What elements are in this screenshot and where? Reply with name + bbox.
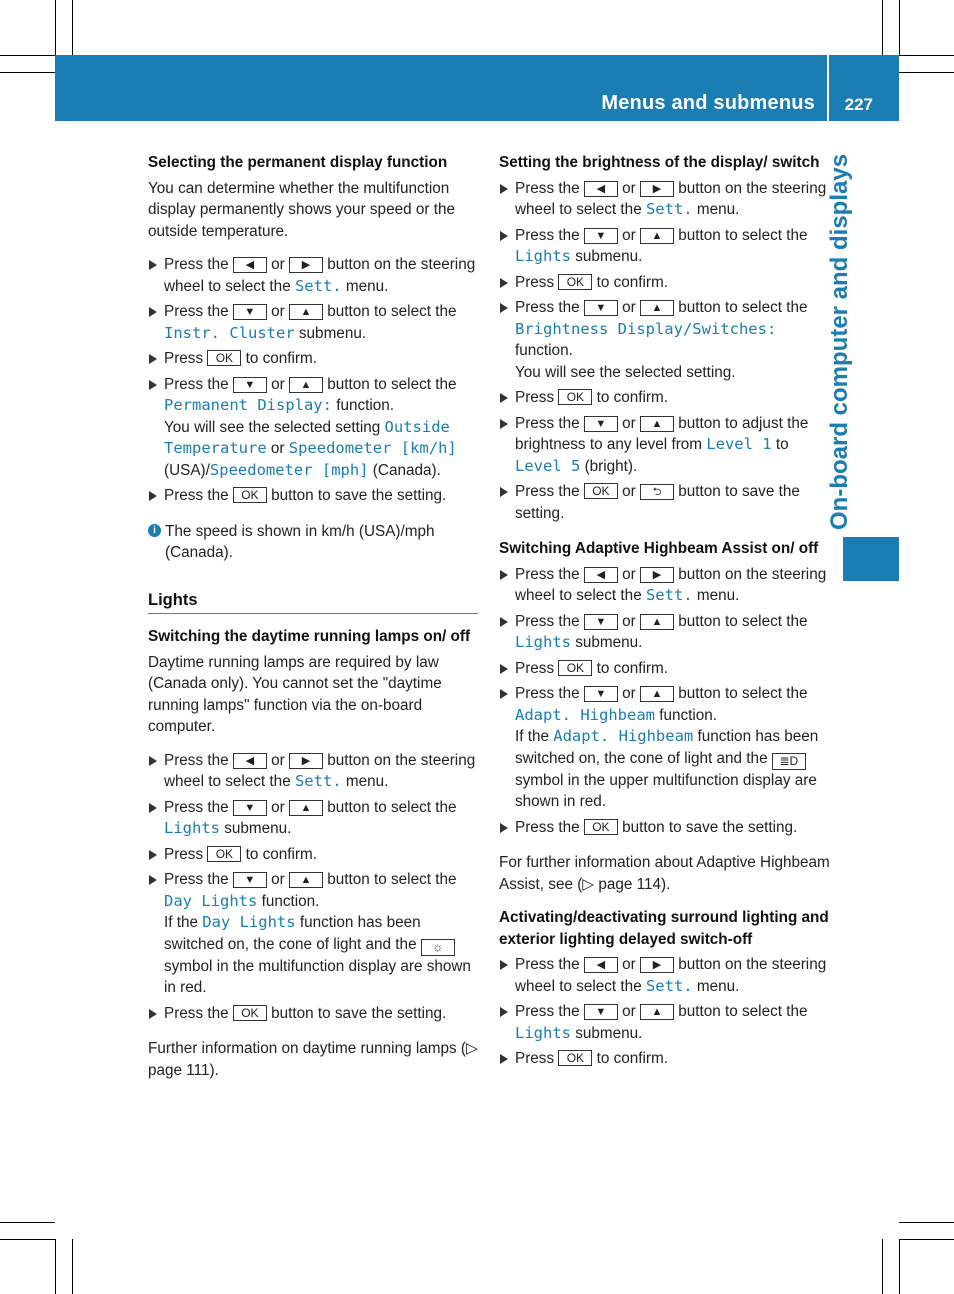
list-item: Press OK to confirm. — [499, 272, 831, 294]
paragraph: For further information about Adaptive Highbeam Assist, see (▷ page 114). — [499, 854, 830, 893]
list-item: Press the OK button to save the setting. — [148, 485, 478, 507]
ok-key: OK — [233, 487, 267, 503]
up-arrow-key: ▲ — [640, 686, 674, 702]
ok-key: OK — [558, 1050, 592, 1066]
right-arrow-key: ▶ — [289, 753, 323, 769]
list-item: Press the ▼ or ▲ button to select the Brightness Display/Switches: function. You will see the selected setting. — [499, 297, 831, 383]
up-arrow-key: ▲ — [289, 800, 323, 816]
down-arrow-key: ▼ — [584, 1004, 618, 1020]
section-heading: Activating/deactivating surround lighting and exterior lighting delayed switch-off — [499, 909, 829, 948]
paragraph: Further information on daytime running lamps (▷ page 111). — [148, 1040, 478, 1079]
display-text: Permanent Display: — [164, 396, 332, 414]
down-arrow-key: ▼ — [233, 800, 267, 816]
step-list — [148, 254, 478, 507]
info-note: i The speed is shown in km/h (USA)/mph (Canada). — [148, 521, 478, 564]
ok-key: OK — [207, 846, 241, 862]
left-arrow-key: ◀ — [584, 181, 618, 197]
daytime-light-icon: ☼ — [421, 939, 455, 956]
display-text: Day Lights — [164, 891, 258, 910]
down-arrow-key: ▼ — [584, 300, 618, 316]
list-item: Press the OK button to save the setting. — [148, 1003, 478, 1025]
right-arrow-key: ▶ — [640, 957, 674, 973]
crop-mark — [55, 0, 56, 55]
section-title: Lights — [148, 590, 478, 615]
paragraph: You can determine whether the multifunction display permanently shows your speed or the outside temperature. — [148, 179, 455, 240]
section-heading: Setting the brightness of the display/ switch — [499, 154, 820, 171]
down-arrow-key: ▼ — [584, 686, 618, 702]
up-arrow-key: ▲ — [289, 304, 323, 320]
chapter-tab-label: On-board computer and displays — [826, 153, 853, 530]
display-text: Lights — [164, 819, 220, 837]
display-text: Adapt. Highbeam — [515, 705, 655, 724]
display-text: Sett. — [294, 276, 342, 295]
ok-key: OK — [233, 1005, 267, 1021]
down-arrow-key: ▼ — [584, 228, 618, 244]
up-arrow-key: ▲ — [640, 228, 674, 244]
page-header — [55, 55, 899, 121]
list-item: Press the ◀ or ▶ button on the steering wheel to select the Sett. menu. — [148, 254, 478, 297]
display-text: Sett. — [645, 200, 693, 218]
crop-mark — [899, 72, 954, 73]
display-text: Sett. — [294, 772, 342, 790]
list-item: Press the ◀ or ▶ button on the steering wheel to select the Sett. menu. — [148, 750, 478, 793]
display-text: Level 5 — [515, 456, 581, 475]
right-column — [499, 152, 831, 1084]
right-arrow-key: ▶ — [640, 567, 674, 583]
list-item: Press the ▼ or ▲ button to select the Lights submenu. — [499, 611, 831, 654]
left-arrow-key: ◀ — [584, 567, 618, 583]
step-list — [148, 750, 478, 1025]
list-item: Press the OK or ⮌ button to save the setting. — [499, 481, 831, 524]
list-item: Press the ◀ or ▶ button on the steering wheel to select the Sett. menu. — [499, 564, 831, 607]
display-text: Lights — [515, 633, 571, 651]
list-item: Press the OK button to save the setting. — [499, 817, 831, 839]
display-text: Outside Temperature — [164, 417, 450, 457]
section-heading: Selecting the permanent display function — [148, 154, 448, 171]
crop-mark — [899, 55, 954, 56]
left-column — [148, 152, 478, 1093]
crop-mark — [72, 1239, 73, 1294]
section-heading: Switching the daytime running lamps on/ off — [148, 628, 471, 645]
right-arrow-key: ▶ — [289, 257, 323, 273]
down-arrow-key: ▼ — [584, 614, 618, 630]
crop-mark — [0, 1239, 55, 1240]
left-arrow-key: ◀ — [584, 957, 618, 973]
crop-mark — [72, 0, 73, 55]
left-arrow-key: ◀ — [233, 257, 267, 273]
list-item: Press the ▼ or ▲ button to select the Lights submenu. — [499, 1001, 831, 1044]
crop-mark — [0, 72, 55, 73]
display-text: Speedometer [mph] — [209, 460, 369, 479]
chapter-tab-marker — [843, 537, 899, 581]
list-item: Press the ◀ or ▶ button on the steering wheel to select the Sett. menu. — [499, 954, 831, 997]
list-item: Press OK to confirm. — [148, 844, 478, 866]
info-icon: i — [148, 524, 161, 537]
list-item: Press the ▼ or ▲ button to select the Instr. Cluster submenu. — [148, 301, 478, 344]
up-arrow-key: ▲ — [640, 416, 674, 432]
down-arrow-key: ▼ — [233, 304, 267, 320]
list-item: Press OK to confirm. — [499, 387, 831, 409]
up-arrow-key: ▲ — [289, 872, 323, 888]
list-item: Press the ▼ or ▲ button to select the Adapt. Highbeam function. If the Adapt. Highbeam function has been switched on, the cone of light and the ≣D symbol in the upper multifunction display are shown in red. — [499, 683, 831, 813]
down-arrow-key: ▼ — [584, 416, 618, 432]
step-list — [499, 564, 831, 839]
display-text: Lights — [515, 247, 571, 265]
up-arrow-key: ▲ — [640, 1004, 674, 1020]
display-text: Lights — [515, 1023, 571, 1042]
display-text: Instr. Cluster — [164, 323, 295, 342]
back-key: ⮌ — [640, 484, 674, 500]
up-arrow-key: ▲ — [289, 377, 323, 393]
down-arrow-key: ▼ — [233, 872, 267, 888]
step-list — [499, 178, 831, 525]
list-item: Press the ▼ or ▲ button to select the Day Lights function. If the Day Lights function has been switched on, the cone of light and the ☼ symbol in the multifunction display are shown in red. — [148, 869, 478, 999]
crop-mark — [899, 0, 900, 55]
ok-key: OK — [584, 819, 618, 835]
right-arrow-key: ▶ — [640, 181, 674, 197]
list-item: Press the ▼ or ▲ button to select the Lights submenu. — [148, 797, 478, 840]
paragraph: Daytime running lamps are required by law (Canada only). You cannot set the "daytime running lamps" function via the on-board computer. — [148, 653, 442, 735]
display-text: Sett. — [645, 976, 693, 995]
display-text: Day Lights — [202, 913, 296, 931]
display-text: Adapt. Highbeam — [553, 727, 694, 745]
display-text: Speedometer [km/h] — [288, 439, 457, 457]
list-item: Press OK to confirm. — [499, 658, 831, 680]
up-arrow-key: ▲ — [640, 614, 674, 630]
down-arrow-key: ▼ — [233, 377, 267, 393]
left-arrow-key: ◀ — [233, 753, 267, 769]
crop-mark — [0, 55, 55, 56]
ok-key: OK — [584, 483, 618, 499]
page-title: Menus and submenus — [601, 92, 815, 114]
display-text: Level 1 — [706, 435, 772, 453]
crop-mark — [899, 1222, 954, 1223]
ok-key: OK — [558, 274, 592, 290]
crop-mark — [882, 0, 883, 55]
ok-key: OK — [558, 389, 592, 405]
section-heading: Switching Adaptive Highbeam Assist on/ off — [499, 540, 819, 557]
list-item: Press the ▼ or ▲ button to adjust the brightness to any level from Level 1 to Level 5 (bright). — [499, 413, 831, 478]
crop-mark — [899, 1239, 900, 1294]
list-item: Press OK to confirm. — [148, 348, 478, 370]
display-text: Sett. — [645, 586, 693, 604]
list-item: Press the ◀ or ▶ button on the steering wheel to select the Sett. menu. — [499, 178, 831, 221]
list-item: Press the ▼ or ▲ button to select the Lights submenu. — [499, 225, 831, 268]
crop-mark — [55, 1239, 56, 1294]
ok-key: OK — [207, 350, 241, 366]
highbeam-icon: ≣D — [772, 753, 806, 770]
ok-key: OK — [558, 660, 592, 676]
list-item: Press the ▼ or ▲ button to select the Permanent Display: function. You will see the selected setting Outside Temperature or Speedometer [km/h] (USA)/Speedometer [mph] (Canada). — [148, 374, 478, 482]
crop-mark — [899, 1239, 954, 1240]
up-arrow-key: ▲ — [640, 300, 674, 316]
crop-mark — [0, 1222, 55, 1223]
page-number: 227 — [844, 95, 873, 114]
step-list — [499, 954, 831, 1070]
display-text: Brightness Display/Switches: — [515, 319, 777, 338]
crop-mark — [882, 1239, 883, 1294]
list-item: Press OK to confirm. — [499, 1048, 831, 1070]
